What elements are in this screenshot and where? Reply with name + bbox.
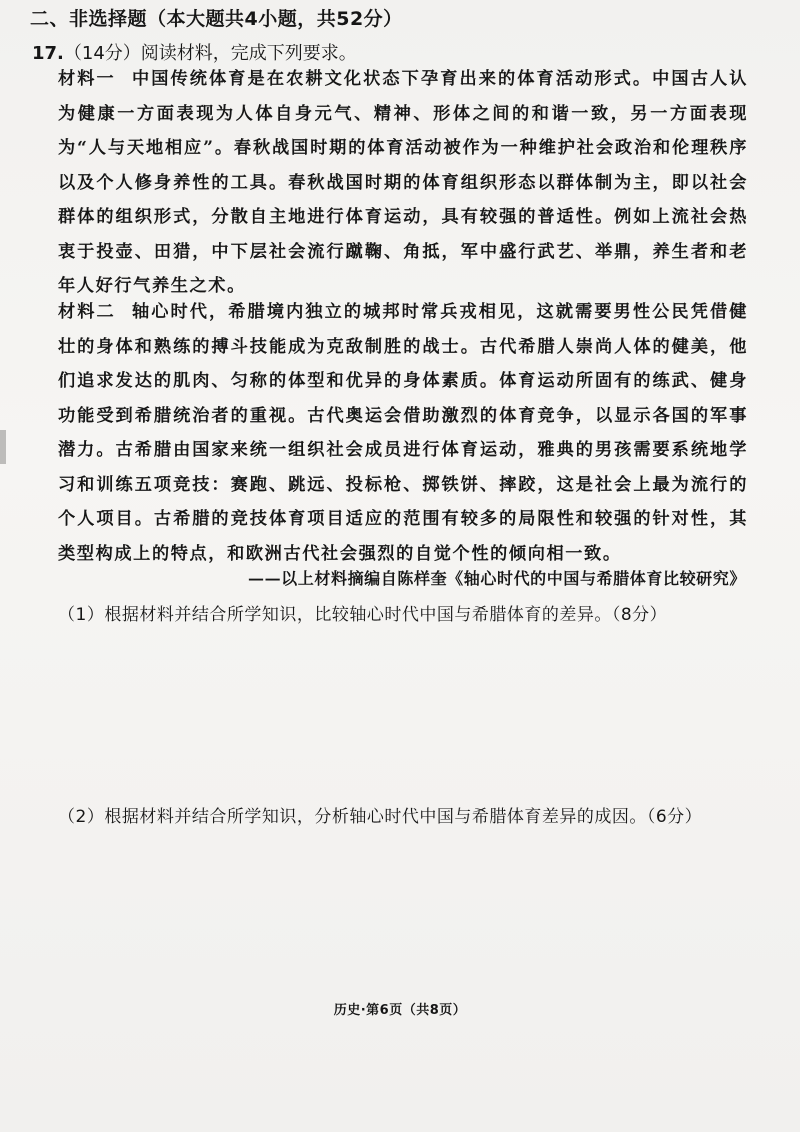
page-footer: 历史·第6页（共8页） <box>333 1003 467 1018</box>
material-spacer <box>116 302 132 322</box>
subquestion-2: （2）根据材料并结合所学知识，分析轴心时代中国与希腊体育差异的成因。（6分） <box>58 807 703 827</box>
subquestion-1: （1）根据材料并结合所学知识，比较轴心时代中国与希腊体育的差异。（8分） <box>58 605 668 625</box>
material-label: 材料二 <box>58 302 116 322</box>
material-spacer <box>116 69 132 89</box>
question-instruction: （14分）阅读材料，完成下列要求。 <box>63 43 357 64</box>
material-label: 材料一 <box>58 69 116 89</box>
material-one <box>58 62 748 304</box>
section-title: 二、非选择题（本大题共4小题，共52分） <box>30 8 403 30</box>
scan-edge-mark <box>0 430 6 464</box>
material-source: ——以上材料摘编自陈样奎《轴心时代的中国与希腊体育比较研究》 <box>247 569 746 588</box>
material-two <box>58 295 748 571</box>
material-text: 轴心时代，希腊境内独立的城邦时常兵戎相见，这就需要男性公民凭借健壮的身体和熟练的搏斗技能成为克敌制胜的战士。古代希腊人崇尚人体的健美，他们追求发达的肌肉、匀称的体型和优异的身体素质。体育运动所固有的练武、健身功能受到希腊统治者的重视。古代奥运会借助激烈的体育竞争，以显示各国的军事潜力。古希腊由国家来统一组织社会成员进行体育运动，雅典的男孩需要系统地学习和训练五项竞技：赛跑、跳远、投标枪、掷铁饼、摔跤，这是社会上最为流行的个人项目。古希腊的竞技体育项目适应的范围有较多的局限性和较强的针对性，其类型构成上的特点，和欧洲古代社会强烈的自觉个性的倾向相一致。 <box>58 302 749 564</box>
question-number: 17. <box>32 43 64 64</box>
material-text: 中国传统体育是在农耕文化状态下孕育出来的体育活动形式。中国古人认为健康一方面表现为人体自身元气、精神、形体之间的和谐一致，另一方面表现为“人与天地相应”。春秋战国时期的体育活动被作为一种维护社会政治和伦理秩序以及个人修身养性的工具。春秋战国时期的体育组织形态以群体制为主，即以社会群体的组织形式，分散自主地进行体育运动，具有较强的普适性。例如上流社会热衷于投壶、田猎，中下层社会流行蹴鞠、角抵，军中盛行武艺、举鼎，养生者和老年人好行气养生之术。 <box>58 69 749 296</box>
